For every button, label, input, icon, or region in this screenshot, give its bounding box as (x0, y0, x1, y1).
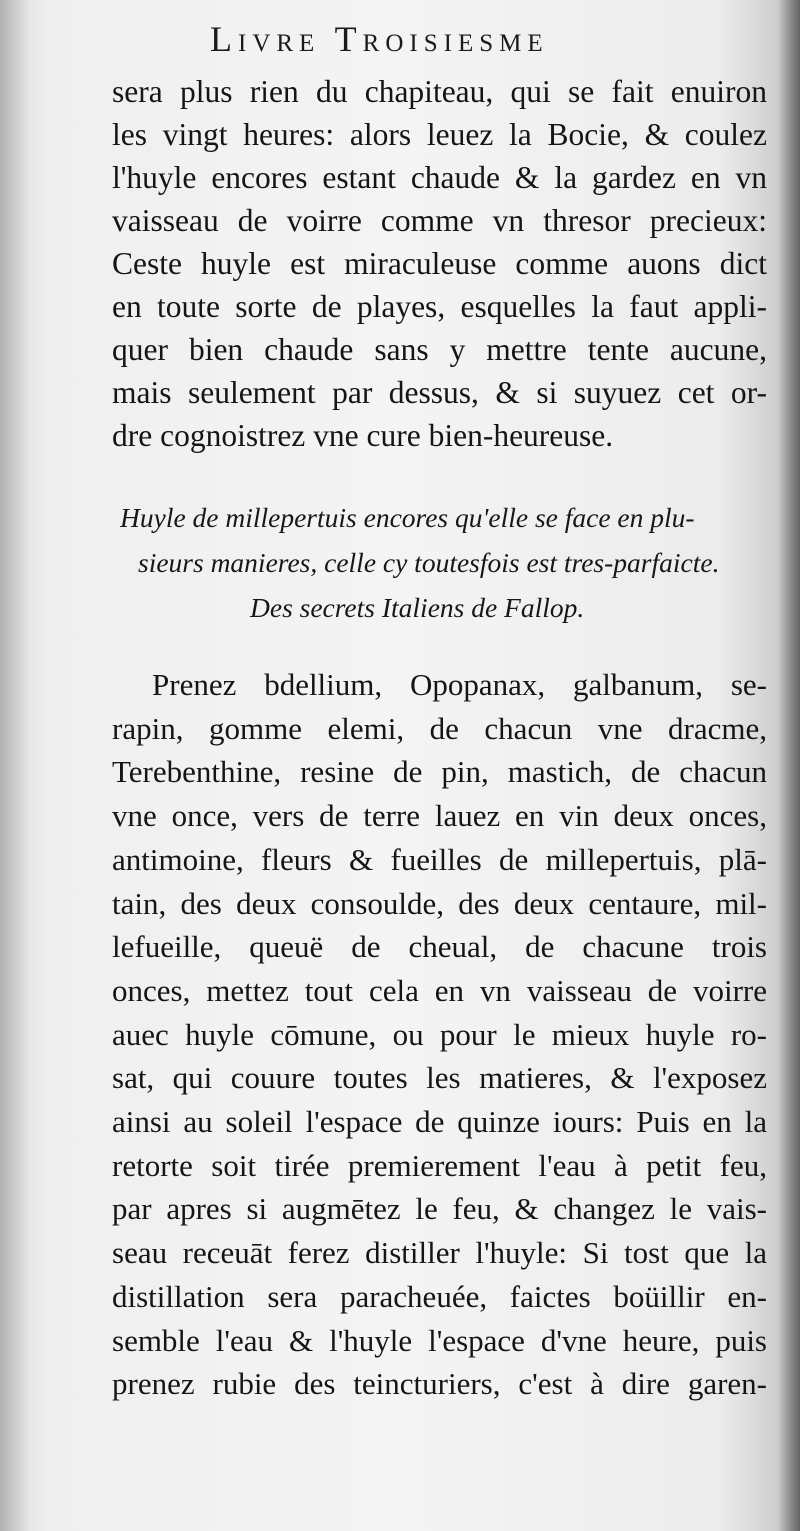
text-line: vne once, vers de terre lauez en vin deux onces, (112, 798, 767, 834)
page-left-edge-shadow (0, 0, 30, 1531)
text-line: mais seulement par dessus, & si suyuez cet or- (112, 375, 767, 410)
text-line: en toute sorte de playes, esquelles la faut appli- (112, 289, 767, 324)
heading-line: Huyle de millepertuis encores qu'elle se face en plu- (120, 502, 695, 533)
text-line: prenez rubie des teincturiers, c'est à dire garen- (112, 1366, 767, 1402)
text-line: retorte soit tirée premierement l'eau à petit feu, (112, 1147, 767, 1183)
text-line: distillation sera paracheuée, faictes boüillir en- (112, 1278, 767, 1314)
text-line: sat, qui couure toutes les matieres, & l'exposez (112, 1060, 767, 1096)
text-line: semble l'eau & l'huyle l'espace d'vne heure, puis (112, 1322, 767, 1358)
text-line: par apres si augmētez le feu, & changez le vais- (112, 1191, 767, 1227)
text-line: antimoine, fleurs & fueilles de millepertuis, plā- (112, 841, 767, 877)
text-line: sera plus rien du chapiteau, qui se fait enuiron (112, 74, 767, 109)
text-line: tain, des deux consoulde, des deux centaure, mil- (112, 885, 767, 921)
text-line: dre cognoistrez vne cure bien-heureuse. (112, 418, 614, 453)
text-line: onces, mettez tout cela en vn vaisseau de voirre (112, 972, 767, 1008)
paragraph-1 (112, 70, 767, 457)
text-line: ainsi au soleil l'espace de quinze iours: Puis en la (112, 1104, 767, 1140)
text-line: auec huyle cōmune, ou pour le mieux huyle ro- (112, 1016, 767, 1052)
text-line: vaisseau de voirre comme vn thresor precieux: (112, 203, 767, 238)
text-line: Ceste huyle est miraculeuse comme auons dict (112, 246, 767, 281)
text-line: lefueille, queuë de cheual, de chacune trois (112, 929, 767, 965)
text-line: rapin, gomme elemi, de chacun vne dracme, (112, 710, 767, 746)
page-spine-shadow (778, 0, 800, 1531)
text-line: Prenez bdellium, Opopanax, galbanum, se- (152, 667, 767, 702)
heading-line: Des secrets Italiens de Fallop. (250, 592, 585, 623)
text-line: les vingt heures: alors leuez la Bocie, & coulez (112, 117, 767, 152)
text-line: quer bien chaude sans y mettre tente aucune, (112, 332, 767, 367)
text-line: l'huyle encores estant chaude & la gardez en vn (112, 160, 767, 195)
text-line: seau receuāt ferez distiller l'huyle: Si tost que la (112, 1235, 767, 1271)
section-heading (120, 495, 770, 630)
text-line: Terebenthine, resine de pin, mastich, de chacun (112, 754, 767, 790)
heading-line: sieurs manieres, celle cy toutesfois est tres-parfaicte. (138, 547, 720, 578)
paragraph-2 (112, 663, 767, 1406)
running-head: Livre Troisiesme (210, 19, 549, 59)
